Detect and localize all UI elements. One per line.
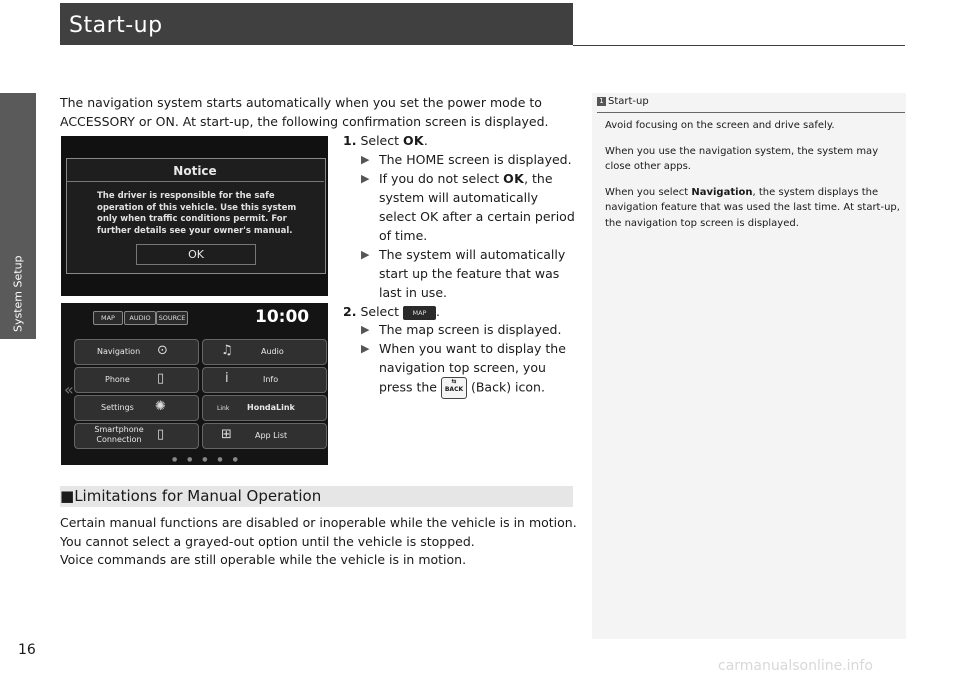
limitation-line: Certain manual functions are disabled or inoperable while the vehicle is in motion. <box>60 515 577 530</box>
tile-info[interactable] <box>202 367 327 393</box>
notice-divider <box>66 181 324 182</box>
arrow-icon: ▶ <box>361 248 370 261</box>
step-2-period: . <box>435 304 440 319</box>
arrow-icon: ▶ <box>361 342 370 355</box>
arrow-icon: ▶ <box>361 153 370 166</box>
clock: 10:00 <box>255 307 310 327</box>
step-2-sub-2-a: When you want to display the navigation top screen, you press the <box>379 341 566 395</box>
phone-icon: ▯ <box>157 371 165 386</box>
step-2-select: Select <box>360 304 399 319</box>
tile-audio-label: Audio <box>261 347 284 356</box>
step-1-sub-3-text: The system will automatically start up the feature that was last in use. <box>379 247 566 300</box>
note-p3-navigation: Navigation <box>691 186 753 198</box>
step-2-sub-1-text: The map screen is displayed. <box>379 322 562 337</box>
audio-tab-button[interactable]: AUDIO <box>124 311 156 325</box>
step-2-sub-2 <box>361 339 576 399</box>
note-p3-a: When you select <box>605 186 689 198</box>
tile-audio[interactable] <box>202 339 327 365</box>
section-title-text: Limitations for Manual Operation <box>74 487 322 505</box>
gear-icon: ✺ <box>155 399 166 414</box>
step-1 <box>343 131 428 150</box>
note-rule <box>597 112 905 113</box>
step-1-period: . <box>423 133 428 148</box>
tile-settings-label: Settings <box>101 403 134 412</box>
arrow-icon: ▶ <box>361 172 370 185</box>
section-title <box>60 486 321 507</box>
step-2 <box>343 302 440 321</box>
limitation-line: You cannot select a grayed-out option until the vehicle is stopped. <box>60 533 475 549</box>
tile-app-list-label: App List <box>255 431 288 440</box>
step-1-sub-3 <box>361 245 576 302</box>
chevron-left-icon[interactable]: « <box>64 380 74 399</box>
step-1-sub-2-a: If you do not select <box>379 171 500 186</box>
link-icon: Link <box>217 405 230 412</box>
arrow-icon: ▶ <box>361 323 370 336</box>
step-1-sub-2-ok: OK <box>503 171 525 186</box>
note-title: Start-up <box>608 96 649 107</box>
note-paragraph-1: Avoid focusing on the screen and drive safely. <box>605 120 835 131</box>
step-1-ok: OK <box>402 133 424 148</box>
tile-phone[interactable] <box>74 367 199 393</box>
map-tab-button[interactable]: MAP <box>93 311 123 325</box>
grid-icon: ⊞ <box>221 427 232 442</box>
note-paragraph-3 <box>605 185 900 232</box>
limitation-line: Voice commands are still operable while the vehicle is in motion. <box>60 552 467 567</box>
back-icon: ⇆ BACK <box>441 377 467 399</box>
page-title: Start-up <box>69 13 163 38</box>
info-icon: i <box>225 371 229 386</box>
step-1-sub-1-text: The HOME screen is displayed. <box>379 152 572 167</box>
notice-body: The driver is responsible for the safe operation of this vehicle. Use this system only when traffic conditions permit. For further details see your owner's manual. <box>97 191 297 236</box>
section-bullet-icon: ■ <box>60 487 75 505</box>
smartphone-icon: ▯ <box>157 427 165 442</box>
note-number-icon: 1 <box>597 97 606 106</box>
tile-info-label: Info <box>263 375 279 384</box>
music-note-icon: ♫ <box>221 343 233 358</box>
side-tab-label: System Setup <box>11 255 25 332</box>
step-1-sub-2-b: , the system will automatically select OK after a certain period of time. <box>379 171 575 243</box>
tile-navigation[interactable] <box>74 339 199 365</box>
notice-title: Notice <box>173 164 217 178</box>
tile-hondalink-label: HondaLink <box>247 403 295 412</box>
step-2-sub-2-text <box>361 339 576 399</box>
page-dots: ● ● ● ● ● <box>172 456 242 463</box>
page-number: 16 <box>18 642 36 658</box>
tile-phone-label: Phone <box>105 375 130 384</box>
step-2-number: 2. <box>343 304 357 319</box>
step-1-number: 1. <box>343 133 357 148</box>
note-body <box>605 118 900 241</box>
tile-smartphone-connection[interactable] <box>74 423 199 449</box>
navigation-arrow-icon: ⊙ <box>157 343 168 358</box>
step-2-sub-2-b: (Back) icon. <box>470 379 545 395</box>
step-1-sub-1 <box>361 150 576 169</box>
tile-hondalink[interactable] <box>202 395 327 421</box>
source-tab-button[interactable]: SOURCE <box>156 311 188 325</box>
notice-ok-button[interactable]: OK <box>136 244 256 265</box>
note-paragraph-2: When you use the navigation system, the system may close other apps. <box>605 145 879 172</box>
tile-smartphone-label: Smartphone Connection <box>94 425 144 444</box>
tile-navigation-label: Navigation <box>97 347 141 356</box>
step-1-sub-2-text <box>361 169 576 245</box>
step-1-select: Select <box>360 133 399 148</box>
tile-settings[interactable] <box>74 395 199 421</box>
intro-paragraph: The navigation system starts automatically when you set the power mode to ACCESSORY or ON. At start-up, the following confirmation screen is displayed. <box>60 95 549 129</box>
map-button-icon: MAP <box>403 306 436 320</box>
step-2-sub-1 <box>361 320 576 339</box>
watermark: carmanualsonline.info <box>718 658 873 674</box>
note-heading <box>597 96 649 107</box>
limitations-text <box>60 514 580 570</box>
step-1-sub-2 <box>361 169 576 245</box>
title-rule <box>573 45 905 46</box>
note-p3-c: , the system displays the navigation feature that was used the last time. At start-up, the navigation top screen is displayed. <box>605 186 900 229</box>
back-icon-label: BACK <box>444 386 464 393</box>
tile-app-list[interactable] <box>202 423 327 449</box>
